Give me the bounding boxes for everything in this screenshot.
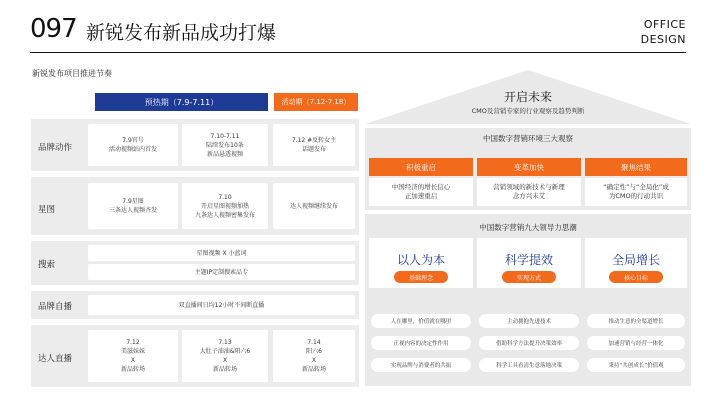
column-title: 以人为本 [396,253,445,267]
row-label: 品牌自播 [38,302,73,312]
page-title: 新锐发布新品成功打爆 [86,22,277,44]
phase-activity: 活动期（7.12-7.18） [274,93,358,111]
list-item: 加速营销与经营一体化 [587,336,685,350]
timeline-cell: 主题IP定制搜索品专 [88,264,355,280]
observation-text: “确定性”与“全局化”成 为CMO的行动共识 [585,178,687,206]
timeline-cell: 星图视频 X 小蓝词 [88,245,355,261]
timeline-cell: 7.10-7.11 陆续发布10条 新品悬透视频 [182,124,268,166]
brand-line-2: DESIGN [640,33,686,46]
tag-restart: 积极重启 [369,158,473,176]
header-divider [30,52,686,53]
tag-transform: 变革加快 [477,158,581,176]
column-title: 科学提效 [504,253,553,267]
column-pill: 实现方式 [502,271,556,283]
row-label: 达人直播 [38,354,73,364]
list-item: 秉持“共创成长”价值观 [587,358,685,372]
section-subtitle: 新锐发布项目推进节奏 [32,69,112,78]
timeline-cell: 双直播间日均12小时不间断直播 [88,295,355,315]
phase-preheat: 预热期（7.9-7.11） [95,93,268,111]
timeline-cell: 7.9官号 活动视频站内首发 [88,124,178,166]
brand-line-1: OFFICE [643,18,686,31]
list-item: 借助科学方法提升决策效率 [479,336,579,350]
observation-title: 中国数字营销环境三大观察 [483,134,573,143]
observation-text: 中国经济的增长信心 正加速重启 [369,178,473,206]
list-item: 主动拥抱先进技术 [479,314,579,328]
row-label: 搜索 [38,260,56,270]
timeline-cell: 7.14 阳六6 X 新品转场 [273,330,355,382]
list-item: 实现品牌与消费者的共振 [371,358,471,372]
list-item: 科学工具看清生意落地决策 [479,358,579,372]
roof-subtitle: CMO及营销专家的行业观察及趋势判断 [471,107,585,115]
column-title: 全局增长 [611,253,660,267]
row-label: 星图 [38,205,56,215]
brand-logo [641,17,686,47]
timeline-cell: 达人视频继续发布 [273,183,355,229]
list-item: 人在哪里，价值就在哪里 [371,314,471,328]
list-item: 推动生意的全渠道增长 [587,314,685,328]
timeline-cell: 7.13 大肚子油油&阳六6 X 新品转场 [182,330,268,382]
timeline-cell: 7.12 #反转女主 话题发布 [273,124,355,166]
header-number: 097 [30,14,77,44]
column-pill: 核心目标 [609,271,663,283]
roof-title: 开启未来 [503,90,552,104]
row-label: 品牌动作 [38,143,73,153]
tag-focus: 聚焦结果 [585,158,687,176]
list-item: 正视内容的决定性作用 [371,336,471,350]
observation-text: 营销领域的新技术与新理 念方兴未艾 [477,178,581,206]
timeline-cell: 7.9星图 三条达人视频齐发 [88,183,178,229]
timeline-cell: 7.12 美滋妹妹 X 新品转场 [88,330,178,382]
column-pill: 基础理念 [394,271,448,283]
leadership-title: 中国数字营销九大领导力思潮 [479,223,577,232]
timeline-cell: 7.10 开启星图视频加热 九条达人视频密集发布 [182,183,268,229]
